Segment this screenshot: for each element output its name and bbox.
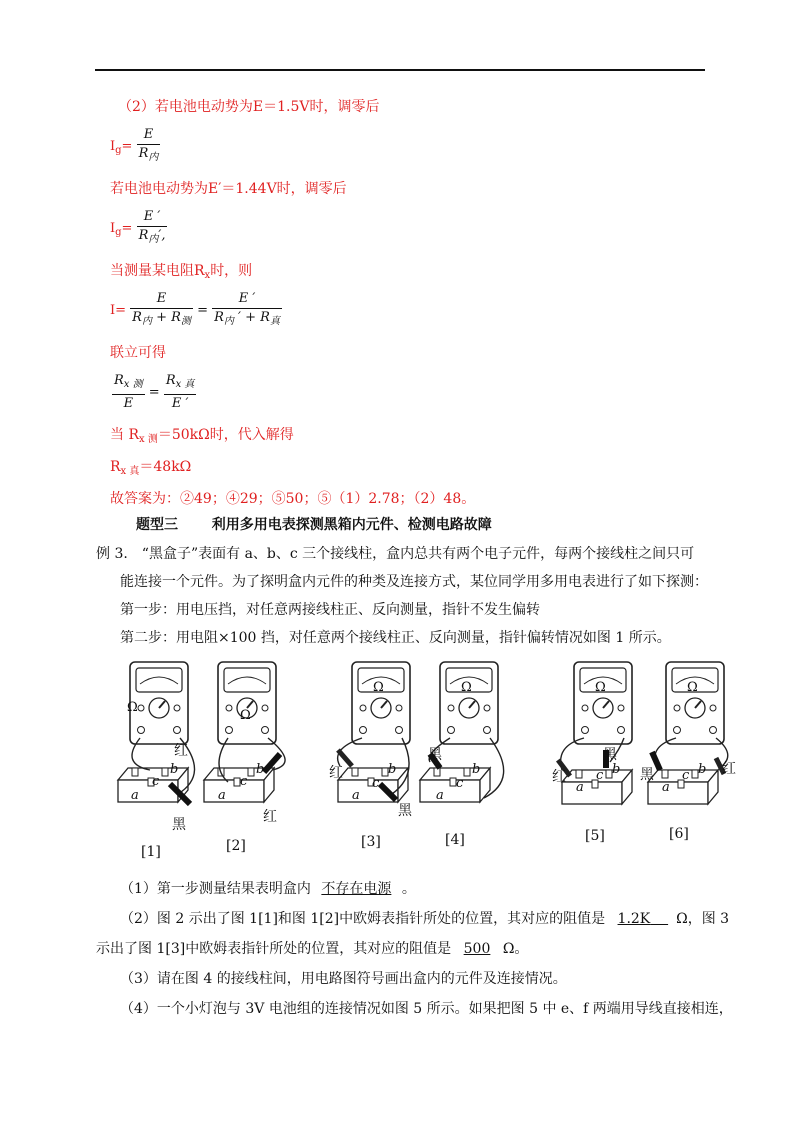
section-title: 利用多用电表探测黑箱内元件、检测电路故障 — [211, 517, 492, 533]
solution-line-5: 当 $R_{x 测}=50k\Omega$时，代入解得 — [110, 427, 294, 445]
answer-line: 故答案为：②49；④29；⑤50；⑤（1）2.78；（2）48。 — [110, 491, 476, 507]
answer-blank-2[interactable]: 1.2K — [617, 911, 651, 927]
terminal-a-1: a — [131, 788, 139, 803]
fraction-e-prime-sum: $\frac{E '}{R_内 ' + R_真}$ — [212, 290, 282, 331]
solution-line-3: 当测量某电阻$R_x$时，则 — [110, 263, 253, 281]
label-black-6: 黑 — [640, 767, 654, 783]
label-black-1: 黑 — [172, 817, 186, 833]
meter-2 — [218, 662, 276, 744]
header-rule — [95, 69, 705, 71]
ig-sub: g — [115, 145, 122, 156]
figure-label-5: [5] — [585, 828, 605, 844]
meter-3-ohm: Ω — [373, 680, 384, 695]
meter-5-ohm: Ω — [595, 680, 606, 695]
formula-ig-1 — [110, 126, 160, 167]
terminal-a-5: a — [576, 780, 584, 795]
terminal-b-1: b — [170, 762, 179, 777]
figure-label-4: [4] — [445, 832, 465, 848]
section-label: 题型三 — [136, 517, 178, 533]
meter-4 — [440, 662, 498, 744]
label-red-1: 红 — [174, 743, 188, 759]
meter-6-ohm: Ω — [687, 680, 698, 695]
answer-blank-3[interactable]: 500 — [463, 941, 491, 957]
fraction-rx-measured: $\frac{R_{x 测}}{E}$ — [114, 373, 143, 411]
label-red-3: 红 — [329, 765, 343, 781]
label-red-2: 红 — [263, 809, 277, 825]
terminal-a-3: a — [352, 788, 360, 803]
formula-current: I= $\frac{E}{R_内 + R_测}$ = $\frac{E '}{R_内 ' + R_真}$ — [110, 290, 282, 331]
example-p4: 第二步：用电阻×100 挡，对任意两个接线柱正、反向测量，指针偏转情况如图 1 所示。 — [120, 630, 671, 646]
meter-1 — [130, 662, 188, 744]
meter-3 — [352, 662, 410, 744]
meter-5 — [574, 662, 632, 744]
solution-line-2: 若电池电动势为E′＝1.44V时，调零后 — [110, 181, 347, 197]
terminal-b-4: b — [472, 762, 481, 777]
figure-1-multimeters — [100, 654, 740, 864]
terminal-a-2: a — [218, 788, 226, 803]
fraction-e-sum: $\frac{E}{R_内 + R_测}$ — [130, 290, 193, 331]
question-2-line-1: （2）图 2 示出了图 1[1]和图 1[2]中欧姆表指针所处的位置，其对应的阻值是 1.2K Ω，图 3 — [120, 911, 730, 927]
question-2-line-2: 示出了图 1[3]中欧姆表指针所处的位置，其对应的阻值是 500 Ω。 — [96, 941, 529, 957]
solution-line-6: $R_{x 真}=48k\Omega$ — [110, 459, 192, 477]
terminal-c-1: c — [152, 774, 160, 789]
fraction-rx-true: $\frac{R_{x 真}}{E '}$ — [165, 373, 195, 411]
terminal-b-3: b — [388, 762, 397, 777]
terminal-c-3: c — [372, 776, 380, 791]
frac-den: $R_内$ — [137, 144, 161, 167]
terminal-b-6: b — [698, 762, 707, 777]
figure-label-6: [6] — [669, 826, 689, 842]
terminal-c-6: c — [682, 768, 690, 783]
label-red-5: 红 — [552, 769, 566, 785]
terminal-b-2: b — [256, 762, 265, 777]
ig-symbol: I — [110, 139, 116, 154]
label-red-6: 红 — [722, 761, 736, 777]
terminal-c-4: c — [456, 776, 464, 791]
label-black-3: 黑 — [398, 803, 412, 819]
figure-label-1: [1] — [141, 844, 161, 860]
terminal-b-5: b — [612, 762, 621, 777]
solution-line-4: 联立可得 — [110, 345, 166, 361]
formula-ratio: $\frac{R_{x 测}}{E}$ = $\frac{R_{x 真}}{E '}$ — [114, 373, 195, 411]
question-3: （3）请在图 4 的接线柱间，用电路图符号画出盒内的元件及连接情况。 — [120, 971, 567, 987]
section-heading — [136, 516, 492, 534]
figure-label-3: [3] — [361, 834, 381, 850]
fraction-e-prime: $\frac{E '}{R_内',}$ — [137, 208, 168, 249]
meter-1-ohm: Ω — [127, 700, 138, 715]
label-black-4: 黑 — [428, 747, 442, 763]
frac-num: E — [143, 127, 154, 142]
example-p3: 第一步：用电压挡，对任意两接线柱正、反向测量，指针不发生偏转 — [120, 602, 540, 618]
question-1: （1）第一步测量结果表明盒内 不存在电源 。 — [120, 881, 416, 897]
eq-sign: = — [121, 139, 133, 154]
terminal-a-6: a — [662, 780, 670, 795]
meter-2-ohm: Ω — [240, 708, 251, 723]
meter-6 — [666, 662, 724, 744]
example-p1: 例 3. “黑盒子”表面有 a、b、c 三个接线柱，盒内总共有两个电子元件，每两个接线柱之间只可 — [96, 546, 695, 562]
terminal-c-5: c — [596, 768, 604, 783]
figure-label-2: [2] — [226, 838, 246, 854]
fraction-e-over-r — [137, 126, 161, 167]
formula-ig-2: $I_g=$ $\frac{E '}{R_内',}$ — [110, 208, 167, 249]
question-4: （4）一个小灯泡与 3V 电池组的连接情况如图 5 所示。如果把图 5 中 e、f 两端用导线直接相连， — [120, 1001, 733, 1017]
meter-4-ohm: Ω — [461, 680, 472, 695]
label-black-5: 黑 — [603, 747, 617, 763]
example-p2: 能连接一个元件。为了探明盒内元件的种类及连接方式，某位同学用多用电表进行了如下探测： — [120, 574, 708, 590]
solution-line-1: （2）若电池电动势为E＝1.5V时，调零后 — [118, 99, 380, 115]
terminal-a-4: a — [436, 788, 444, 803]
answer-blank-1[interactable]: 不存在电源 — [321, 881, 392, 897]
terminal-c-2: c — [240, 774, 248, 789]
